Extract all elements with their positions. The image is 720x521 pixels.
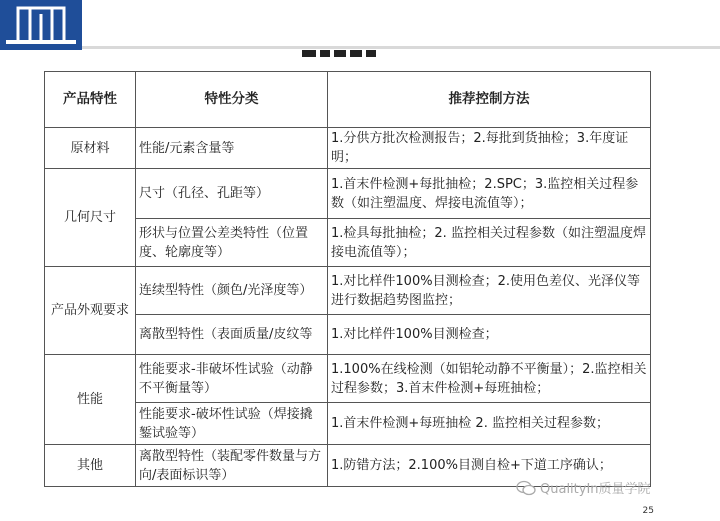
table-row — [45, 128, 651, 169]
type-cell: 性能要求-非破坏性试验（动静不平衡量等） — [136, 355, 328, 403]
type-cell: 形状与位置公差类特性（位置度、轮廓度等） — [136, 219, 328, 267]
category-cell: 几何尺寸 — [45, 169, 136, 267]
control-method-table — [44, 71, 651, 487]
type-cell: 性能/元素含量等 — [136, 128, 328, 169]
method-cell: 1.对比样件100%目测检查； — [328, 315, 651, 355]
category-cell: 性能 — [45, 355, 136, 445]
table-row — [45, 403, 651, 445]
type-cell: 尺寸（孔径、孔距等） — [136, 169, 328, 219]
type-cell: 连续型特性（颜色/光泽度等） — [136, 267, 328, 315]
header-characteristic-type: 特性分类 — [136, 72, 328, 128]
method-cell: 1.100%在线检测（如铝轮动静不平衡量）；2.监控相关过程参数；3.首末件检测+每班抽检； — [328, 355, 651, 403]
method-cell: 1.分供方批次检测报告；2.每批到货抽检；3.年度证明； — [328, 128, 651, 169]
table-row — [45, 169, 651, 219]
method-cell: 1.首末件检测+每班抽检 2. 监控相关过程参数； — [328, 403, 651, 445]
wechat-icon — [516, 480, 536, 500]
table-row — [45, 355, 651, 403]
category-cell: 原材料 — [45, 128, 136, 169]
page-number: 25 — [642, 506, 654, 516]
header-divider — [82, 46, 720, 49]
table-row — [45, 315, 651, 355]
type-cell: 离散型特性（装配零件数量与方向/表面标识等） — [136, 445, 328, 487]
table-row — [45, 219, 651, 267]
table-row — [45, 267, 651, 315]
wechat-watermark — [516, 478, 651, 500]
method-cell: 1.首末件检测+每批抽检；2.SPC；3.监控相关过程参数（如注塑温度、焊接电流值等）； — [328, 169, 651, 219]
method-cell: 1.对比样件100%目测检查；2.使用色差仪、光泽仪等进行数据趋势图监控； — [328, 267, 651, 315]
category-cell: 其他 — [45, 445, 136, 487]
watermark-text: QualityIn质量学院 — [540, 482, 651, 497]
method-cell: 1.检具每批抽检；2. 监控相关过程参数（如注塑温度焊接电流值等）； — [328, 219, 651, 267]
type-cell: 性能要求-破坏性试验（焊接撬錾试验等） — [136, 403, 328, 445]
header-control-method: 推荐控制方法 — [328, 72, 651, 128]
type-cell: 离散型特性（表面质量/皮纹等 — [136, 315, 328, 355]
category-cell: 产品外观要求 — [45, 267, 136, 355]
header-product-characteristic: 产品特性 — [45, 72, 136, 128]
company-logo — [0, 0, 82, 50]
slide-title-fragment — [302, 38, 380, 52]
method-cell: 1.防错方法；2.100%目测自检+下道工序确认； — [328, 445, 651, 487]
table-header-row — [45, 72, 651, 128]
